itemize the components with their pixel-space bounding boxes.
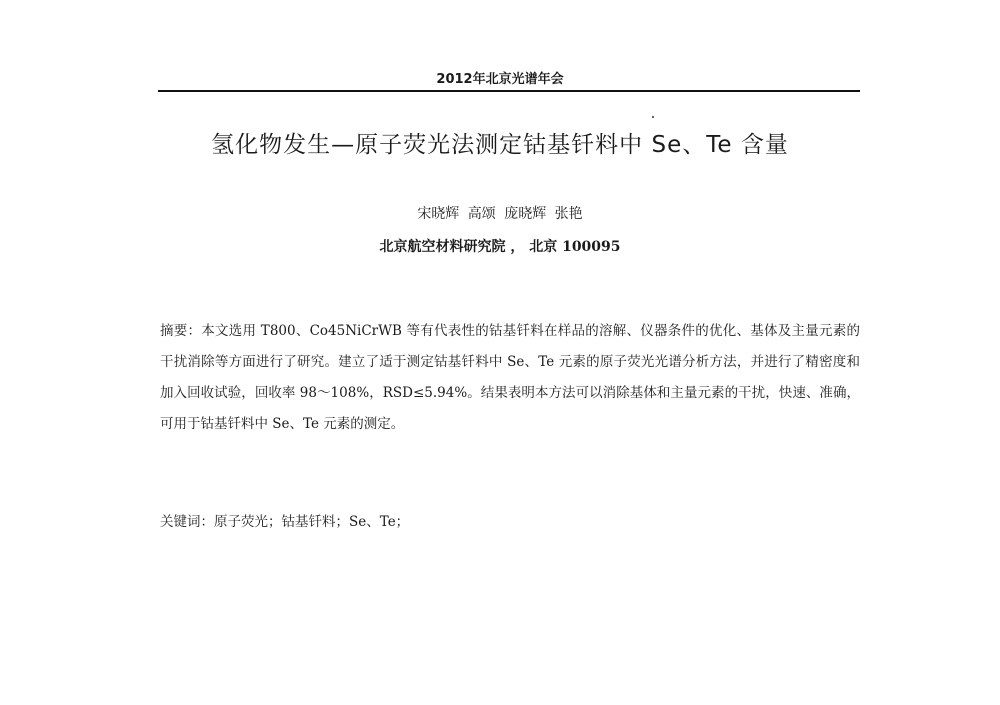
keywords — [160, 507, 860, 538]
paper-title: 氢化物发生—原子荧光法测定钴基钎料中 Se、Te 含量 — [211, 132, 789, 158]
keywords-text: 原子荧光；钴基钎料；Se、Te； — [214, 514, 410, 530]
affiliation: 北京航空材料研究院 ， 北京 100095 — [379, 239, 621, 255]
running-header: 2012年北京光谱年会 — [436, 72, 564, 87]
abstract-label: 摘要： — [160, 323, 202, 339]
header-rule — [158, 90, 860, 92]
abstract — [160, 316, 860, 440]
keywords-label: 关键词： — [160, 514, 214, 530]
author-list: 宋晓辉 高颂 庞晓辉 张艳 — [417, 206, 583, 222]
abstract-text: 本文选用 T800、Co45NiCrWB 等有代表性的钴基钎料在样品的溶解、仪器条件的优化、基体及主量元素的干扰消除等方面进行了研究。建立了适于测定钴基钎料中 Se、Te 元素的原子荧光光谱分析方法，并进行了精密度和加入回收试验，回收率 98～108%，RSD≤5.94%。结果表明本方法可以消除基体和主量元素的干扰，快速、准确，可用于钴基钎料中 Se、Te 元素的测定。 — [160, 323, 861, 432]
scan-speck — [652, 116, 654, 118]
